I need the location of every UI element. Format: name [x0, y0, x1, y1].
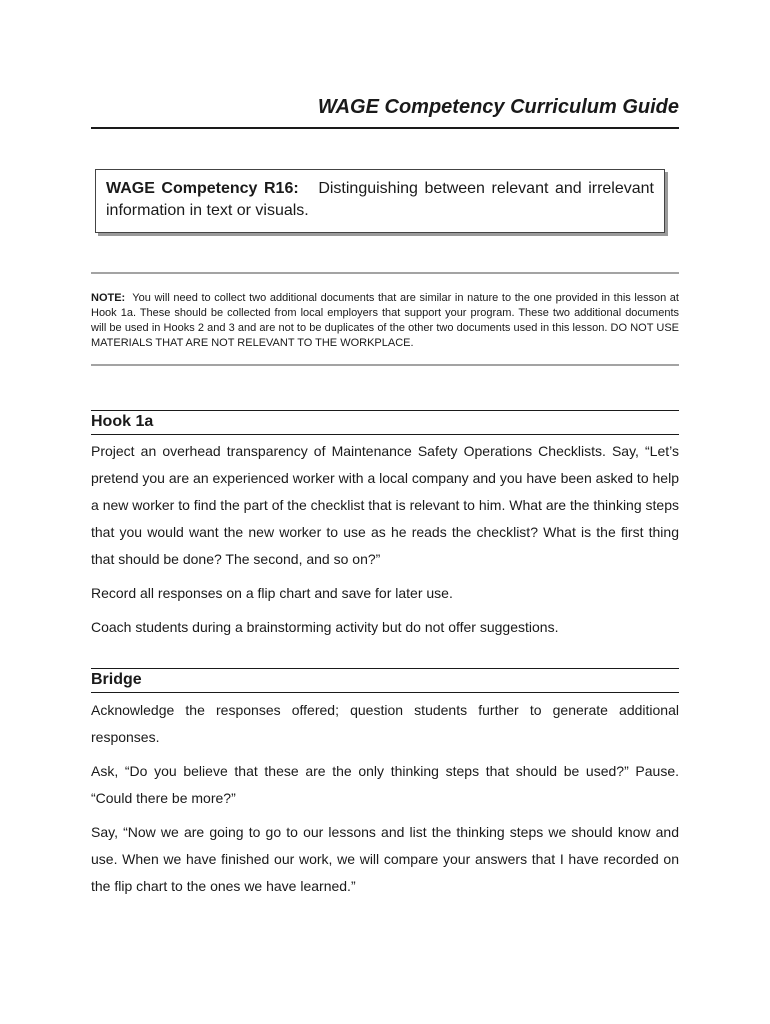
bridge-heading: Bridge — [91, 671, 142, 688]
competency-box — [95, 169, 665, 233]
note-block — [91, 291, 679, 351]
bridge-paragraph: Ask, “Do you believe that these are the only thinking steps that should be used?” Pause. “Could there be more?” — [91, 763, 679, 806]
header-divider — [91, 127, 679, 129]
hook-paragraph: Coach students during a brainstorming activity but do not offer suggestions. — [91, 619, 559, 635]
hook-bottom-divider — [91, 434, 679, 435]
hook-paragraph: Record all responses on a flip chart and save for later use. — [91, 585, 453, 601]
competency-text: Distinguishing between relevant and irrelevant information in text or visuals. — [106, 180, 654, 219]
bridge-bottom-divider — [91, 692, 679, 693]
bridge-paragraph: Acknowledge the responses offered; question students further to generate additional responses. — [91, 702, 679, 745]
hook-top-divider — [91, 410, 679, 411]
bridge-top-divider — [91, 668, 679, 669]
hook-paragraph: Project an overhead transparency of Maintenance Safety Operations Checklists. Say, “Let’s pretend you are an experienced worker with a local company and you have been asked to help a new worker to find the part of the checklist that is relevant to him. What are the thinking steps that you would want the new worker to use as he reads the checklist? What is the first thing that should be done? The second, and so on?” — [91, 443, 679, 567]
note-label: NOTE: — [91, 292, 126, 304]
note-bottom-divider — [91, 364, 679, 366]
note-top-divider — [91, 272, 679, 274]
note-text: You will need to collect two additional documents that are similar in nature to the one provided in this lesson at Hook 1a. These should be collected from local employers that support your program. These two additional documents will be used in Hooks 2 and 3 and are not to be duplicates of the other two documents used in this lesson. DO NOT USE MATERIALS THAT ARE NOT RELEVANT TO THE WORKPLACE. — [91, 292, 679, 349]
bridge-paragraph: Say, “Now we are going to go to our lessons and list the thinking steps we should know and use. When we have finished our work, we will compare your answers that I have recorded on the flip chart to the ones we have learned.” — [91, 824, 679, 894]
header-title: WAGE Competency Curriculum Guide — [317, 96, 679, 118]
hook-heading: Hook 1a — [91, 413, 154, 430]
competency-label: WAGE Competency R16: — [106, 180, 299, 197]
